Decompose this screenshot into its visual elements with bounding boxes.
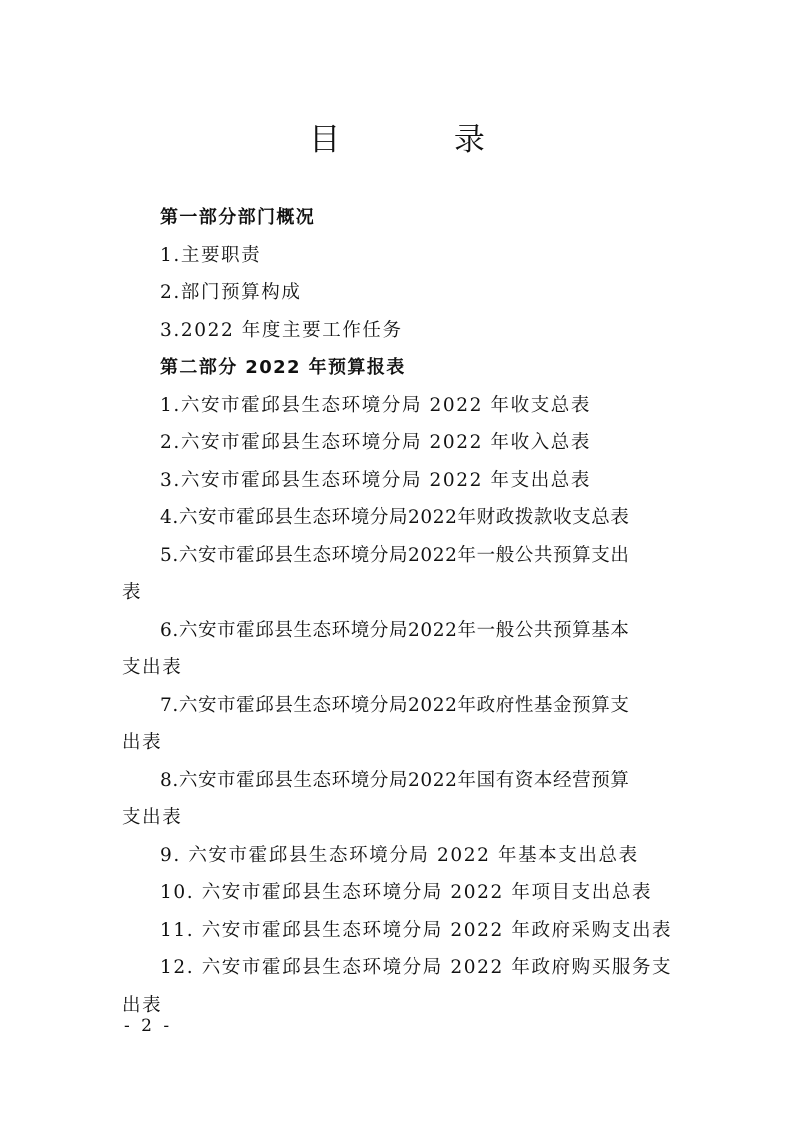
toc-entry: 6.六安市霍邱县生态环境分局2022年一般公共预算基本 [160,619,630,641]
toc-entry-continuation: 支出表 [122,657,183,678]
toc-heading-part-2: 第二部分 2022 年预算报表 [160,357,406,378]
toc-entry: 11. 六安市霍邱县生态环境分局 2022 年政府采购支出表 [160,919,673,941]
toc-entry: 4.六安市霍邱县生态环境分局2022年财政拨款收支总表 [160,507,630,528]
toc-entry: 5.六安市霍邱县生态环境分局2022年一般公共预算支出 [160,544,630,566]
toc-entry: 2.部门预算构成 [160,282,302,303]
toc-entry: 2.六安市霍邱县生态环境分局 2022 年收入总表 [160,432,591,453]
toc-entry-continuation: 表 [122,582,143,603]
toc-entry-continuation: 支出表 [122,807,183,828]
toc-entry: 8.六安市霍邱县生态环境分局2022年国有资本经营预算 [160,769,630,791]
toc-heading-part-1: 第一部分部门概况 [160,207,316,228]
toc-entry-continuation: 出表 [122,994,163,1016]
toc-entry: 1.主要职责 [160,244,262,266]
page-title: 目 录 [309,122,537,158]
toc-entry-continuation: 出表 [122,732,163,753]
toc-entry: 9. 六安市霍邱县生态环境分局 2022 年基本支出总表 [160,844,639,866]
toc-entry: 3.六安市霍邱县生态环境分局 2022 年支出总表 [160,469,591,491]
table-of-contents [122,199,678,1024]
toc-entry: 10. 六安市霍邱县生态环境分局 2022 年项目支出总表 [160,882,653,903]
toc-entry: 7.六安市霍邱县生态环境分局2022年政府性基金预算支 [160,694,630,716]
toc-entry: 3.2022 年度主要工作任务 [160,319,403,341]
toc-entry: 12. 六安市霍邱县生态环境分局 2022 年政府购买服务支 [160,957,673,978]
page-number: - 2 - [124,1016,173,1036]
toc-entry: 1.六安市霍邱县生态环境分局 2022 年收支总表 [160,394,591,416]
